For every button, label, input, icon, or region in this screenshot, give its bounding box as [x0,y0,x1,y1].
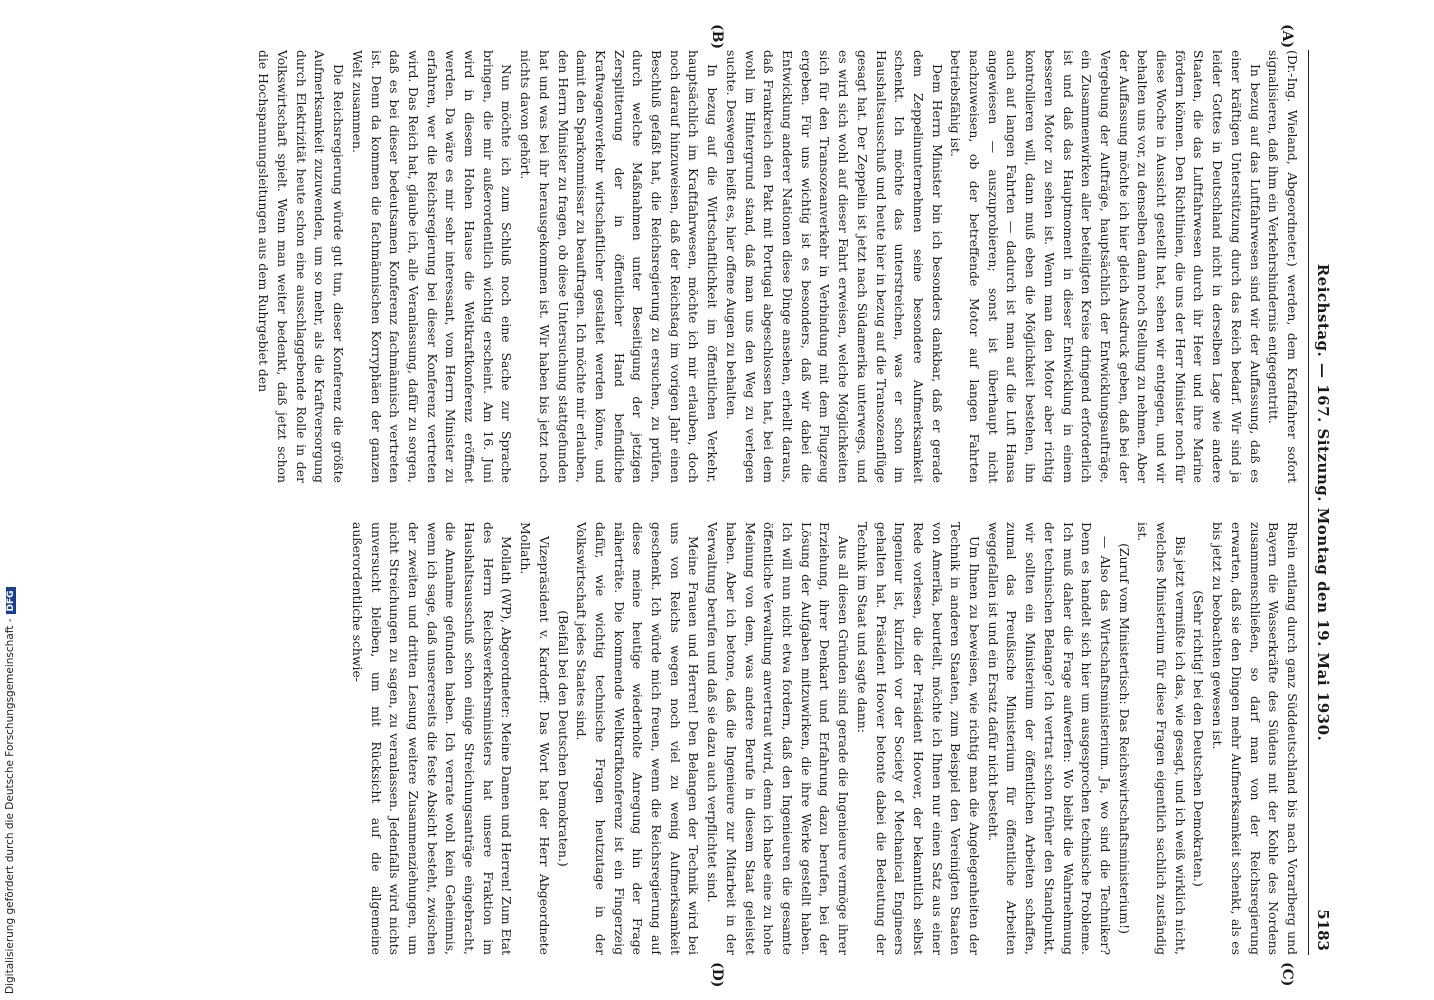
page-number: 5183 [1314,909,1332,951]
interjection: (Beifall bei den Deutschen Demokraten.) [555,610,571,867]
paragraph: Um Ihnen zu beweisen, wie richtig man die Angelegenheiten der Technik in anderen Staaten, zum Beispiel den Vereinigten Staaten von Amerika, beurteilt, möchte ich Ihnen nur einen Satz aus einer Rede vorlesen, die der Präsident Hoover, der bekanntlich selbst Ingenieur ist, kürzlich vor der Society of Mechanical Engineers gehalten hat. Präsident Hoover betonte dabei die Bedeutung der Technik im Staat und sagte dann: [854,522,983,955]
paragraph: Die Reichsregierung würde gut tun, dieser Konferenz die größte Aufmerksamkeit zuzuwenden, um so mehr, als die Kraftversorgung durch Elektrizität heute schon eine ausschlaggebende Rolle in der Volkswirtschaft spielt. Wenn man weiter bedenkt, daß jetzt schon die Hochspannungsleitungen aus dem Ruhrgebiet den [256,50,347,483]
paragraph: In bezug auf die Wirtschaftlichkeit im öffentlichen Verkehr, hauptsächlich im Kraftfahrwesen, möchte ich mir erlauben, doch noch darauf hinzuweisen, daß der Reichstag im vorigen Jahr einen Beschluß gefaßt hat, die Reichsregierung zu ersuchen, zu prüfen, durch welche Maßnahmen unter Beseitigung der jetzigen Zersplitterung der in öffentlicher Hand befindliche Kraftwagenverkehr wirtschaftlicher gestaltet werden könne, und damit den Sparkommissar zu beauftragen. Ich möchte mir erlauben, den Herrn Minister zu fragen, ob diese Untersuchung stattgefunden hat und was bei ihr herausgekommen ist. Wir haben bis jetzt noch nichts davon gehört. [518,50,721,483]
rotated-document-page [115,24,1335,988]
paragraph: In bezug auf das Luftfahrwesen sind wir der Auffassung, daß es einer kräftigen Unterstützung durch das Reich bedarf. Wir sind ja leider Gottes in Deutschland nicht in derselben Lage wie andere Staaten, die das Luftfahrwesen durch ihr Heer und ihre Marine fördern können. Den Richtlinien, die uns der Herr Minister noch für diese Woche in Aussicht gestellt hat, sehen wir entgegen, und wir behalten uns vor, zu denselben dann noch Stellung zu nehmen. Aber der Auffassung möchte ich hier gleich Ausdruck geben, daß bei der Vergebung der Aufträge, hauptsächlich der Entwicklungsaufträge, ein Zusammenwirken aller beteiligten Kreise dringend erforderlich ist und daß das Hauptmoment in dieser Entwicklung in einem besseren Motor zu sehen ist. Wenn man den Motor aber richtig kontrollieren will, dann muß eben die Möglichkeit bestehen, ihn auch auf langen Fahrten — dadurch ist man auf die Luft Hansa angewiesen — auszuprobieren; sonst ist überhaupt nicht nachzuweisen, ob der betreffende Motor auf langen Fahrten betriebsfähig ist. [948,50,1263,483]
paragraph: Mollath (WP), Abgeordneter: Meine Damen und Herren! Zum Etat des Herrn Reichsverkehrsministers hat unsere Fraktion im Haushaltsausschuß schon einige Streichungsanträge eingebracht, die Annahme gefunden haben. Ich verrate wohl kein Geheimnis, wenn ich sage, daß unsererseits die feste Absicht besteht, zwischen der zweiten und dritten Lesung weitere Zusammenziehungen, um nicht Streichungen zu sagen, zu veranlassen. Jedenfalls wird nichts unversucht bleiben, um mit Rücksicht auf die allgemeine außerordentliche schwie- [349,522,515,955]
dfg-logo: DFG [6,587,16,614]
paragraph: — Also das Wirtschaftsministerium. Ja, wo sind die Techniker? Denn es handelt sich hier um ausgesprochen technische Probleme. Ich muß daher die Frage aufwerfen: Wo bleibt die Wahrnehmung der technischen Belange? Ich vertrat schon früher den Standpunkt, wir sollten ein Ministerium der öffentlichen Arbeiten schaffen, zumal das Preußische Ministerium für öffentliche Arbeiten weggefallen ist und ein Ersatz dafür nicht besteht. [985,522,1113,955]
paragraph: (Dr.-Ing. Wieland, Abgeordneter.) werden, dem Kraftfahrer sofort signalisieren, daß ihm ein Verkehrshindernis entgegentritt. [1266,50,1300,483]
margin-letter-d: (D) [709,962,725,988]
digitization-footer [4,0,20,994]
left-text-column [121,50,1301,483]
footer-text: Digitalisierung gefördert durch die Deutsche Forschungsgemeinschaft - [4,618,16,994]
interjection: (Sehr richtig! bei den Deutschen Demokraten.) [1191,590,1207,887]
paragraph: Rhein entlang durch ganz Süddeutschland bis nach Vorarlberg und Bayern die Wasserkräfte des Südens mit der Kohle des Nordens zusammenschließen, so darf man von der Reichsregierung erwarten, daß sie den Dingen mehr Aufmerksamkeit schenkt, als es bis jetzt zu beobachten gewesen ist. [1210,522,1300,955]
paragraph: Bis jetzt vermißte ich das, wie gesagt, und ich weiß wirklich nicht, welches Ministerium für diese Fragen eigentlich sachlich zuständig ist. [1135,522,1188,955]
paragraph: Vizepräsident v. Kardorff: Das Wort hat der Herr Abgeordnete Mollath. [518,522,552,955]
quotation: Aus all diesen Gründen sind gerade die Ingenieure vermöge ihrer Erziehung, ihrer Denkart und Erfahrung dazu berufen, bei der Lösung der Aufgaben mitzuwirken, die ihre Werke gestellt haben. Ich will nun nicht etwa fordern, daß den Ingenieuren die gesamte öffentliche Verwaltung anvertraut wird, denn ich habe eine zu hohe Meinung von dem, was andere Berufe in diesem Staat geleistet haben. Aber ich betone, daß die Ingenieure zur Mitarbeit in der Verwaltung berufen und daß sie dazu auch verpflichtet sind. [705,522,852,955]
margin-letter-a: (A) [1279,24,1295,49]
paragraph: Nun möchte ich zum Schluß noch eine Sache zur Sprache bringen, die mir außerordentlich wichtig erscheint. Am 16. Juni wird in diesem Hohen Hause die Weltkraftkonferenz eröffnet werden. Da wäre es mir sehr interessant, vom Herrn Minister zu erfahren, wer die Reichsregierung bei dieser Konferenz vertreten wird. Das Reich hat, glaube ich, alle Veranlassung, dafür zu sorgen, daß es bei dieser bedeutsamen Konferenz fachmännisch vertreten ist. Denn da kommen die fachmännischen Korryphäen der ganzen Welt zusammen. [349,50,515,483]
interjection: (Zuruf vom Ministertisch: Das Reichswirtschaftsministerium!) [1116,543,1132,934]
margin-letter-b: (B) [709,24,725,50]
page-header [1308,50,1335,955]
paragraph: Meine Frauen und Herren! Den Belangen der Technik wird bei uns von Reichs wegen noch viel zu wenig Aufmerksamkeit geschenkt. Ich würde mich freuen, wenn die Reichsregierung auf diese meine heutige wiederholte Anregung hin der Frage näherträte. Die kommende Weltkraftkonferenz ist ein Fingerzeig dafür, wie wichtig technische Fragen heutzutage in der Volkswirtschaft jedes Staates sind. [574,522,702,955]
header-title: Reichstag. — 167. Sitzung. Montag den 19. Mai 1930. [1314,263,1332,742]
paragraph: Dem Herrn Minister bin ich besonders dankbar, daß er gerade dem Zeppelinunternehmen seine besondere Aufmerksamkeit schenkt. Ich möchte das unterstreichen, was er schon im Haushaltsausschuß und heute hier in bezug auf die Transozeanflüge gesagt hat. Der Zeppelin ist jetzt nach Südamerika unterwegs, und es wird sich wohl auf dieser Fahrt erweisen, welche Möglichkeiten sich für den Transozeanverkehr in Verbindung mit dem Flugzeug ergeben. Für uns wichtig ist es besonders, daß wir dabei die Entwicklung anderer Nationen diese Dinge ansehen, erhellt daraus, daß Frankreich den Pakt mit Portugal abgeschlossen hat, bei dem wohl im Hintergrund stand, daß man uns den Weg zu verlegen suchte. Deswegen heißt es, hier offene Augen zu behalten. [723,50,945,483]
right-text-column [121,522,1301,955]
margin-letter-c: (C) [1279,962,1295,987]
